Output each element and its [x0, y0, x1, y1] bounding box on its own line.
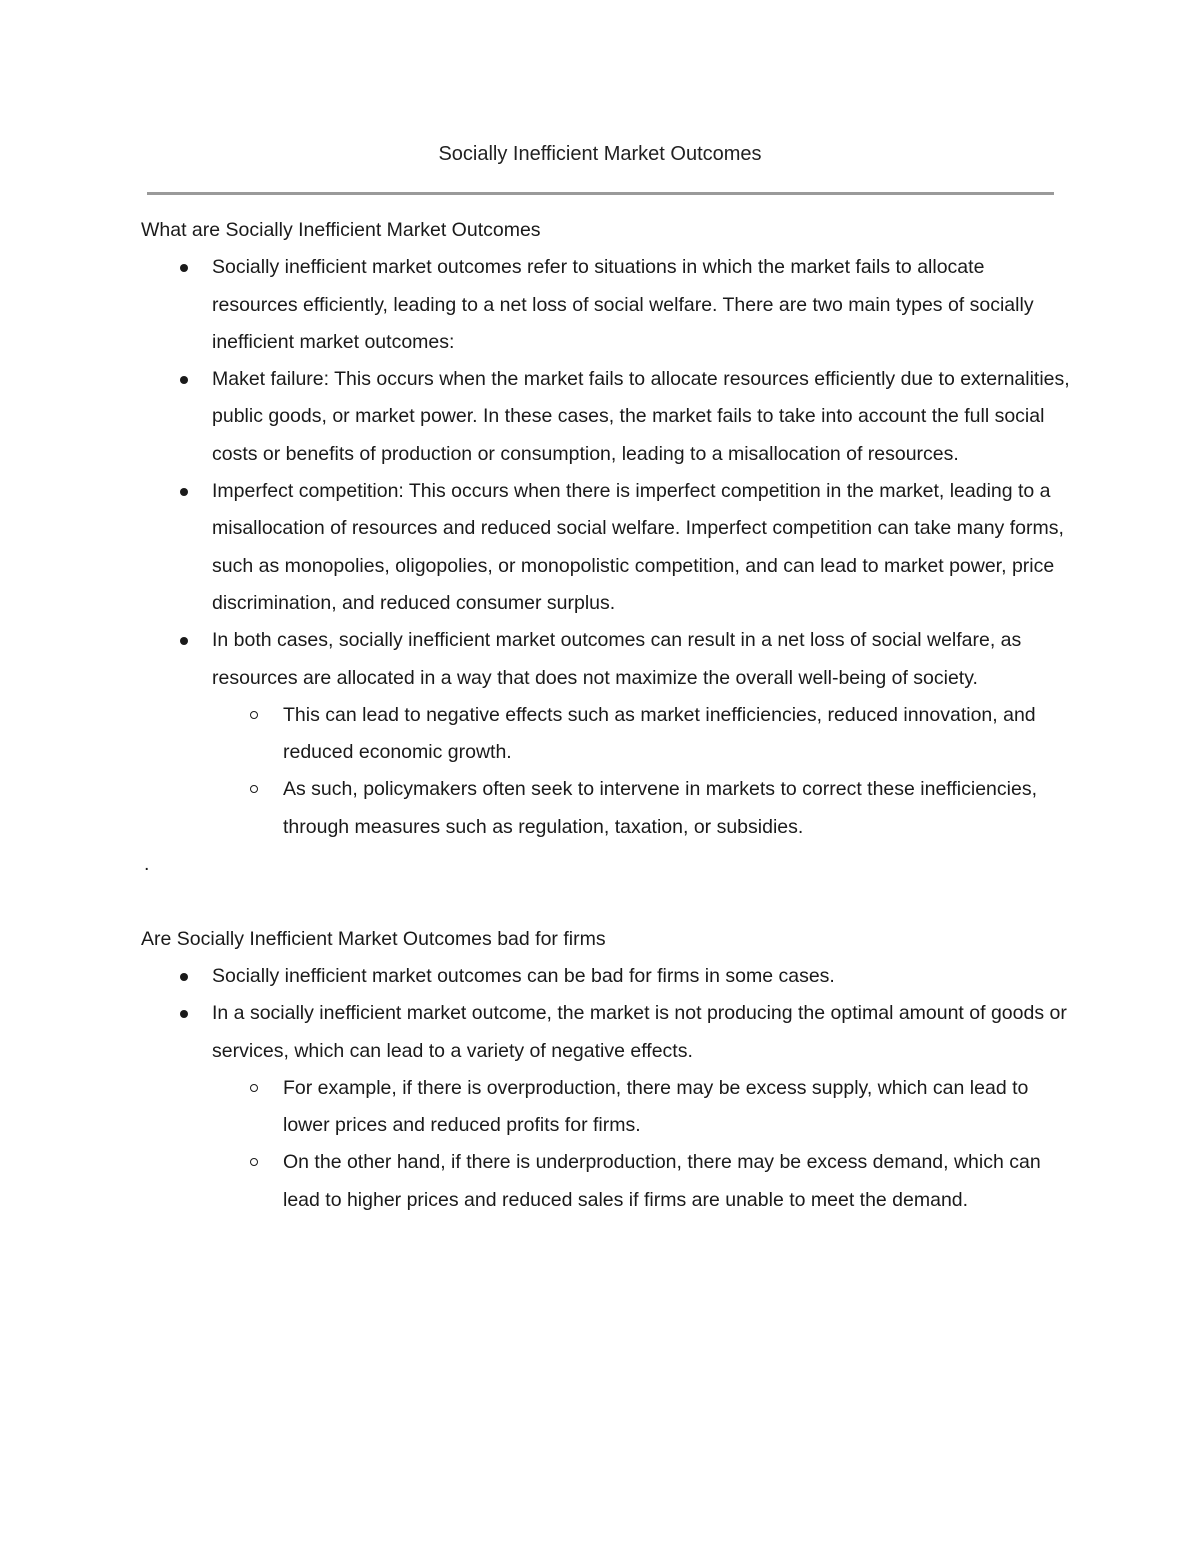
trailing-mark: .	[144, 853, 150, 876]
bullet-list	[141, 249, 1071, 846]
section-spacer	[141, 883, 1071, 920]
sub-list-item: For example, if there is overproduction, there may be excess supply, which can lead to lower prices and reduced profits for firms.	[212, 1070, 1071, 1145]
bullet-list	[141, 958, 1071, 1219]
list-item-text: In both cases, socially inefficient market outcomes can result in a net loss of social welfare, as resources are allocated in a way that does not maximize the overall well-being of society.	[212, 629, 1022, 689]
section-heading: Are Socially Inefficient Market Outcomes bad for firms	[141, 927, 606, 950]
document-title: Socially Inefficient Market Outcomes	[438, 143, 762, 165]
sub-list-item: As such, policymakers often seek to intervene in markets to correct these inefficiencies, through measures such as regulation, taxation, or subsidies.	[212, 771, 1071, 846]
section-what-are	[141, 212, 1071, 883]
list-item: Socially inefficient market outcomes can be bad for firms in some cases.	[141, 958, 1071, 995]
sub-list-item: On the other hand, if there is underproduction, there may be excess demand, which can lead to higher prices and reduced sales if firms are unable to meet the demand.	[212, 1144, 1071, 1219]
sub-list-item: This can lead to negative effects such as market inefficiencies, reduced innovation, and reduced economic growth.	[212, 697, 1071, 772]
list-item	[141, 622, 1071, 846]
list-item: Maket failure: This occurs when the market fails to allocate resources efficiently due to externalities, public goods, or market power. In these cases, the market fails to take into account the full social costs or benefits of production or consumption, leading to a misallocation of resources.	[141, 361, 1071, 473]
sub-bullet-list	[212, 697, 1071, 846]
list-item-text: In a socially inefficient market outcome, the market is not producing the optimal amount of goods or services, which can lead to a variety of negative effects.	[212, 1002, 1067, 1062]
sub-bullet-list	[212, 1070, 1071, 1219]
section-bad-for-firms	[141, 921, 1071, 1219]
section-heading: What are Socially Inefficient Market Outcomes	[141, 219, 541, 241]
list-item: Socially inefficient market outcomes refer to situations in which the market fails to allocate resources efficiently, leading to a net loss of social welfare. There are two main types of socially inefficient market outcomes:	[141, 249, 1071, 361]
list-item	[141, 995, 1071, 1219]
title-divider	[147, 192, 1054, 195]
document-body	[141, 212, 1071, 1219]
list-item: Imperfect competition: This occurs when there is imperfect competition in the market, leading to a misallocation of resources and reduced social welfare. Imperfect competition can take many forms, such as monopolies, oligopolies, or monopolistic competition, and can lead to market power, price discrimination, and reduced consumer surplus.	[141, 473, 1071, 622]
